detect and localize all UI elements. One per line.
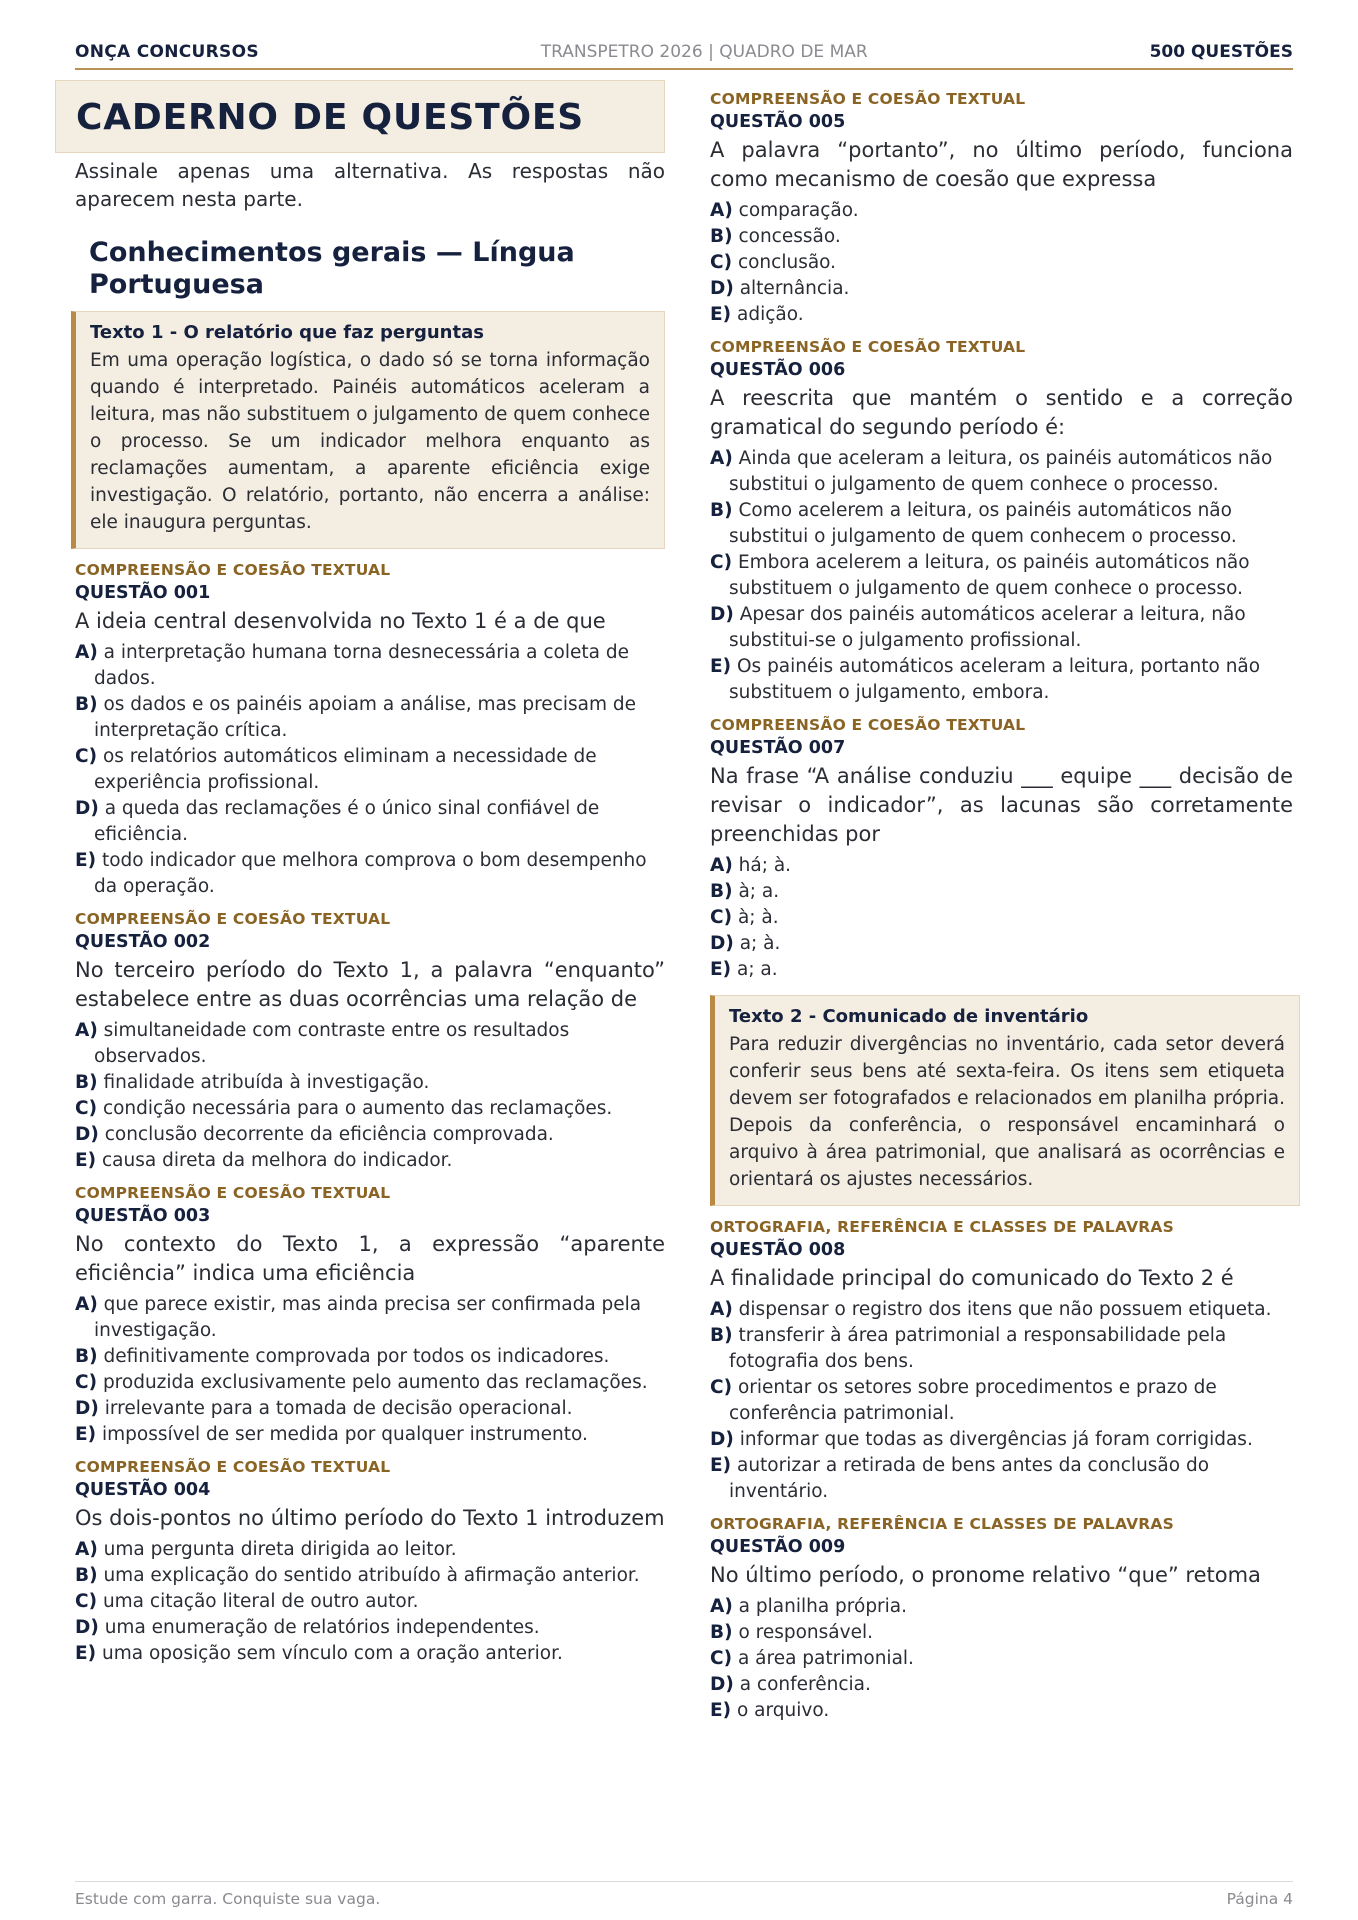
option-text: conclusão.	[737, 252, 837, 273]
text-1-title: Texto 1 - O relatório que faz perguntas	[90, 322, 484, 343]
question-number: QUESTÃO 003	[75, 1206, 211, 1226]
answer-options	[710, 446, 1293, 706]
answer-option[interactable]	[710, 446, 1293, 498]
answer-option[interactable]	[75, 1615, 665, 1641]
footer-slogan: Estude com garra. Conquiste sua vaga.	[75, 1890, 381, 1908]
option-text: conclusão decorrente da eficiência comprovada.	[104, 1124, 554, 1145]
option-letter: B)	[710, 500, 733, 521]
answer-options	[710, 1297, 1293, 1505]
text-1-body: Em uma operação logística, o dado só se torna informação quando é interpretado. Painéis automáticos aceleram a leitura, mas não substituem o julgamento de quem conhece o processo. Se um indicador melhora enquanto as reclamações aumentam, a aparente eficiência exige investigação. O relatório, portanto, não encerra a análise: ele inaugura perguntas.	[90, 350, 650, 533]
option-letter: D)	[710, 933, 734, 954]
option-text: autorizar a retirada de bens antes da conclusão do inventário.	[729, 1455, 1210, 1502]
question-number: QUESTÃO 002	[75, 932, 211, 952]
option-letter: E)	[710, 1700, 732, 1721]
answer-option[interactable]	[710, 654, 1293, 706]
question-category: ORTOGRAFIA, REFERÊNCIA E CLASSES DE PALAVRAS	[710, 1515, 1174, 1533]
question-stem: No contexto do Texto 1, a expressão “aparente eficiência” indica uma eficiência	[75, 1232, 665, 1285]
answer-options	[710, 853, 1293, 983]
option-letter: C)	[710, 252, 733, 273]
answer-option[interactable]	[710, 879, 1293, 905]
answer-option[interactable]	[75, 744, 665, 796]
option-text: produzida exclusivamente pelo aumento das reclamações.	[102, 1372, 648, 1393]
option-letter: C)	[710, 1377, 733, 1398]
exam-title: TRANSPETRO 2026 | QUADRO DE MAR	[540, 42, 868, 62]
answer-option[interactable]	[75, 1018, 665, 1070]
answer-option[interactable]	[75, 1641, 665, 1667]
question-block	[710, 1216, 1293, 1505]
answer-option[interactable]	[75, 1344, 665, 1370]
question-group-right-bottom	[710, 1216, 1293, 1724]
question-category: COMPREENSÃO E COESÃO TEXTUAL	[75, 1458, 391, 1476]
option-text: o arquivo.	[736, 1700, 830, 1721]
question-block	[75, 559, 665, 900]
answer-option[interactable]	[710, 1698, 1293, 1724]
option-text: Ainda que aceleram a leitura, os painéis automáticos não substitui o julgamento de quem conhece o processo.	[729, 448, 1273, 495]
option-letter: A)	[75, 1539, 98, 1560]
question-stem: A ideia central desenvolvida no Texto 1 é a de que	[75, 609, 606, 633]
question-number: QUESTÃO 006	[710, 360, 846, 380]
answer-options	[710, 198, 1293, 328]
question-group-right-top	[710, 88, 1293, 983]
option-text: Os painéis automáticos aceleram a leitura, portanto não substituem o julgamento, embora.	[729, 656, 1261, 703]
option-letter: E)	[710, 959, 732, 980]
option-letter: D)	[75, 798, 99, 819]
answer-option[interactable]	[710, 1427, 1293, 1453]
option-letter: B)	[75, 694, 98, 715]
answer-option[interactable]	[710, 1672, 1293, 1698]
question-block	[75, 1456, 665, 1667]
answer-option[interactable]	[710, 905, 1293, 931]
answer-option[interactable]	[75, 796, 665, 848]
question-number: QUESTÃO 007	[710, 738, 846, 758]
text-2-box	[710, 995, 1300, 1206]
option-text: definitivamente comprovada por todos os indicadores.	[103, 1346, 610, 1367]
option-text: Embora acelerem a leitura, os painéis automáticos não substituem o julgamento de quem conhece o processo.	[729, 552, 1250, 599]
answer-options	[75, 1537, 665, 1667]
option-letter: B)	[75, 1072, 98, 1093]
question-number: QUESTÃO 005	[710, 112, 846, 132]
answer-options	[710, 1594, 1293, 1724]
answer-option[interactable]	[710, 931, 1293, 957]
option-text: à; à.	[737, 907, 779, 928]
answer-option[interactable]	[75, 1096, 665, 1122]
option-letter: A)	[710, 1299, 733, 1320]
option-text: causa direta da melhora do indicador.	[101, 1150, 453, 1171]
question-category: COMPREENSÃO E COESÃO TEXTUAL	[710, 90, 1026, 108]
option-text: transferir à área patrimonial a responsabilidade pela fotografia dos bens.	[729, 1325, 1227, 1372]
option-text: todo indicador que melhora comprova o bom desempenho da operação.	[94, 850, 647, 897]
answer-option[interactable]	[75, 1396, 665, 1422]
brand-name: ONÇA CONCURSOS	[75, 42, 259, 62]
answer-option[interactable]	[710, 498, 1293, 550]
option-text: simultaneidade com contraste entre os resultados observados.	[94, 1020, 570, 1067]
option-letter: E)	[75, 1643, 97, 1664]
option-letter: C)	[75, 1372, 98, 1393]
question-category: COMPREENSÃO E COESÃO TEXTUAL	[75, 1184, 391, 1202]
option-letter: E)	[710, 304, 732, 325]
option-text: os relatórios automáticos eliminam a necessidade de experiência profissional.	[94, 746, 597, 793]
question-stem: Na frase “A análise conduziu ___ equipe ___ decisão de revisar o indicador”, as lacunas são corretamente preenchidas por	[710, 764, 1293, 846]
option-letter: C)	[75, 746, 98, 767]
option-letter: B)	[710, 226, 733, 247]
question-stem: No terceiro período do Texto 1, a palavra “enquanto” estabelece entre as duas ocorrências uma relação de	[75, 958, 665, 1011]
page-header	[75, 36, 1293, 70]
option-text: adição.	[736, 304, 804, 325]
option-letter: D)	[710, 1429, 734, 1450]
answer-option[interactable]	[710, 602, 1293, 654]
question-category: COMPREENSÃO E COESÃO TEXTUAL	[710, 716, 1026, 734]
option-text: uma oposição sem vínculo com a oração anterior.	[101, 1643, 563, 1664]
option-text: a conferência.	[739, 1674, 871, 1695]
question-category: COMPREENSÃO E COESÃO TEXTUAL	[75, 561, 391, 579]
option-letter: D)	[75, 1617, 99, 1638]
answer-options	[75, 640, 665, 900]
instructions: Assinale apenas uma alternativa. As respostas não aparecem nesta parte.	[75, 159, 665, 211]
answer-option[interactable]	[75, 1422, 665, 1448]
question-number: QUESTÃO 004	[75, 1480, 211, 1500]
answer-option[interactable]	[75, 1070, 665, 1096]
answer-options	[75, 1292, 665, 1448]
option-letter: D)	[710, 604, 734, 625]
question-stem: A reescrita que mantém o sentido e a correção gramatical do segundo período é:	[710, 386, 1293, 439]
option-text: a planilha própria.	[738, 1596, 908, 1617]
answer-option[interactable]	[710, 1453, 1293, 1505]
page-footer	[75, 1881, 1293, 1908]
option-text: condição necessária para o aumento das reclamações.	[102, 1098, 613, 1119]
answer-option[interactable]	[710, 224, 1293, 250]
option-letter: A)	[75, 1020, 98, 1041]
question-block	[75, 1182, 665, 1448]
answer-option[interactable]	[710, 198, 1293, 224]
option-text: os dados e os painéis apoiam a análise, mas precisam de interpretação crítica.	[94, 694, 637, 741]
option-letter: A)	[710, 200, 733, 221]
option-text: irrelevante para a tomada de decisão operacional.	[104, 1398, 573, 1419]
option-letter: C)	[710, 907, 733, 928]
question-block	[710, 714, 1293, 983]
option-text: a; a.	[736, 959, 778, 980]
option-letter: D)	[75, 1398, 99, 1419]
question-category: COMPREENSÃO E COESÃO TEXTUAL	[75, 910, 391, 928]
option-text: que parece existir, mas ainda precisa ser confirmada pela investigação.	[94, 1294, 642, 1341]
answer-option[interactable]	[75, 1122, 665, 1148]
answer-option[interactable]	[710, 957, 1293, 983]
answer-option[interactable]	[710, 1323, 1293, 1375]
page-number: Página 4	[1226, 1890, 1293, 1908]
option-text: informar que todas as divergências já foram corrigidas.	[739, 1429, 1253, 1450]
answer-option[interactable]	[75, 1148, 665, 1174]
option-letter: E)	[710, 656, 732, 677]
option-text: uma citação literal de outro autor.	[102, 1591, 419, 1612]
option-text: à; a.	[738, 881, 780, 902]
option-letter: C)	[710, 552, 733, 573]
option-text: alternância.	[739, 278, 850, 299]
question-category: COMPREENSÃO E COESÃO TEXTUAL	[710, 338, 1026, 356]
answer-option[interactable]	[75, 640, 665, 692]
option-letter: E)	[75, 1424, 97, 1445]
answer-options	[75, 1018, 665, 1174]
option-text: a área patrimonial.	[737, 1648, 914, 1669]
answer-option[interactable]	[710, 1375, 1293, 1427]
option-letter: E)	[75, 850, 97, 871]
question-number: QUESTÃO 009	[710, 1537, 846, 1557]
answer-option[interactable]	[75, 848, 665, 900]
answer-option[interactable]	[710, 853, 1293, 879]
option-letter: A)	[710, 448, 733, 469]
option-text: impossível de ser medida por qualquer instrumento.	[101, 1424, 588, 1445]
answer-option[interactable]	[710, 250, 1293, 276]
option-letter: C)	[75, 1098, 98, 1119]
text-1-box	[71, 311, 665, 549]
answer-option[interactable]	[710, 302, 1293, 328]
option-letter: B)	[75, 1346, 98, 1367]
question-number: QUESTÃO 001	[75, 583, 211, 603]
option-letter: B)	[710, 1325, 733, 1346]
question-stem: No último período, o pronome relativo “que” retoma	[710, 1563, 1261, 1587]
option-letter: B)	[710, 1622, 733, 1643]
option-text: concessão.	[738, 226, 841, 247]
option-text: uma enumeração de relatórios independentes.	[104, 1617, 540, 1638]
option-letter: D)	[710, 278, 734, 299]
left-column	[75, 80, 665, 1667]
option-text: a queda das reclamações é o único sinal confiável de eficiência.	[94, 798, 600, 845]
option-letter: A)	[710, 855, 733, 876]
answer-option[interactable]	[75, 1370, 665, 1396]
text-2-body: Para reduzir divergências no inventário, cada setor deverá conferir seus bens até sexta-feira. Os itens sem etiqueta devem ser fotografados e relacionados em planilha própria. Depois da conferência, o responsável encaminhará o arquivo à área patrimonial, que analisará as ocorrências e orientará os ajustes necessários.	[729, 1034, 1285, 1190]
question-number: QUESTÃO 008	[710, 1240, 846, 1260]
question-stem: A palavra “portanto”, no último período, funciona como mecanismo de coesão que expressa	[710, 138, 1293, 191]
option-letter: D)	[75, 1124, 99, 1145]
question-count: 500 QUESTÕES	[1149, 42, 1293, 62]
option-text: dispensar o registro dos itens que não possuem etiqueta.	[738, 1299, 1272, 1320]
option-text: Apesar dos painéis automáticos acelerar a leitura, não substitui-se o julgamento profissional.	[729, 604, 1246, 651]
option-letter: E)	[75, 1150, 97, 1171]
answer-option[interactable]	[75, 1537, 665, 1563]
text-2-title: Texto 2 - Comunicado de inventário	[729, 1006, 1089, 1027]
question-stem: A finalidade principal do comunicado do Texto 2 é	[710, 1266, 1234, 1290]
answer-option[interactable]	[710, 550, 1293, 602]
answer-option[interactable]	[75, 1563, 665, 1589]
option-text: o responsável.	[738, 1622, 873, 1643]
question-block	[710, 1513, 1293, 1724]
option-text: comparação.	[738, 200, 859, 221]
option-text: a interpretação humana torna desnecessária a coleta de dados.	[94, 642, 629, 689]
option-letter: E)	[710, 1455, 732, 1476]
answer-option[interactable]	[75, 1589, 665, 1615]
answer-option[interactable]	[75, 1292, 665, 1344]
option-text: orientar os setores sobre procedimentos e prazo de conferência patrimonial.	[729, 1377, 1217, 1424]
answer-option[interactable]	[710, 1646, 1293, 1672]
page-title: CADERNO DE QUESTÕES	[76, 97, 584, 138]
question-category: ORTOGRAFIA, REFERÊNCIA E CLASSES DE PALAVRAS	[710, 1218, 1174, 1236]
option-letter: B)	[75, 1565, 98, 1586]
question-group-left	[75, 559, 665, 1667]
answer-option[interactable]	[710, 1297, 1293, 1323]
answer-option[interactable]	[710, 1620, 1293, 1646]
option-text: a; à.	[739, 933, 781, 954]
option-letter: C)	[710, 1648, 733, 1669]
question-block	[710, 336, 1293, 706]
option-letter: B)	[710, 881, 733, 902]
option-letter: A)	[75, 642, 98, 663]
section-title: Conhecimentos gerais — Língua Portuguesa	[89, 237, 575, 300]
answer-option[interactable]	[710, 1594, 1293, 1620]
option-letter: D)	[710, 1674, 734, 1695]
answer-option[interactable]	[710, 276, 1293, 302]
option-text: há; à.	[738, 855, 792, 876]
question-block	[75, 908, 665, 1174]
title-box	[55, 80, 665, 153]
answer-option[interactable]	[75, 692, 665, 744]
option-text: Como acelerem a leitura, os painéis automáticos não substitui o julgamento de quem conhecem o processo.	[729, 500, 1237, 547]
option-text: finalidade atribuída à investigação.	[103, 1072, 430, 1093]
question-block	[710, 88, 1293, 328]
question-stem: Os dois-pontos no último período do Texto 1 introduzem	[75, 1506, 665, 1530]
option-text: uma explicação do sentido atribuído à afirmação anterior.	[103, 1565, 640, 1586]
option-letter: A)	[75, 1294, 98, 1315]
option-letter: A)	[710, 1596, 733, 1617]
option-text: uma pergunta direta dirigida ao leitor.	[103, 1539, 457, 1560]
right-column	[710, 80, 1293, 1724]
option-letter: C)	[75, 1591, 98, 1612]
